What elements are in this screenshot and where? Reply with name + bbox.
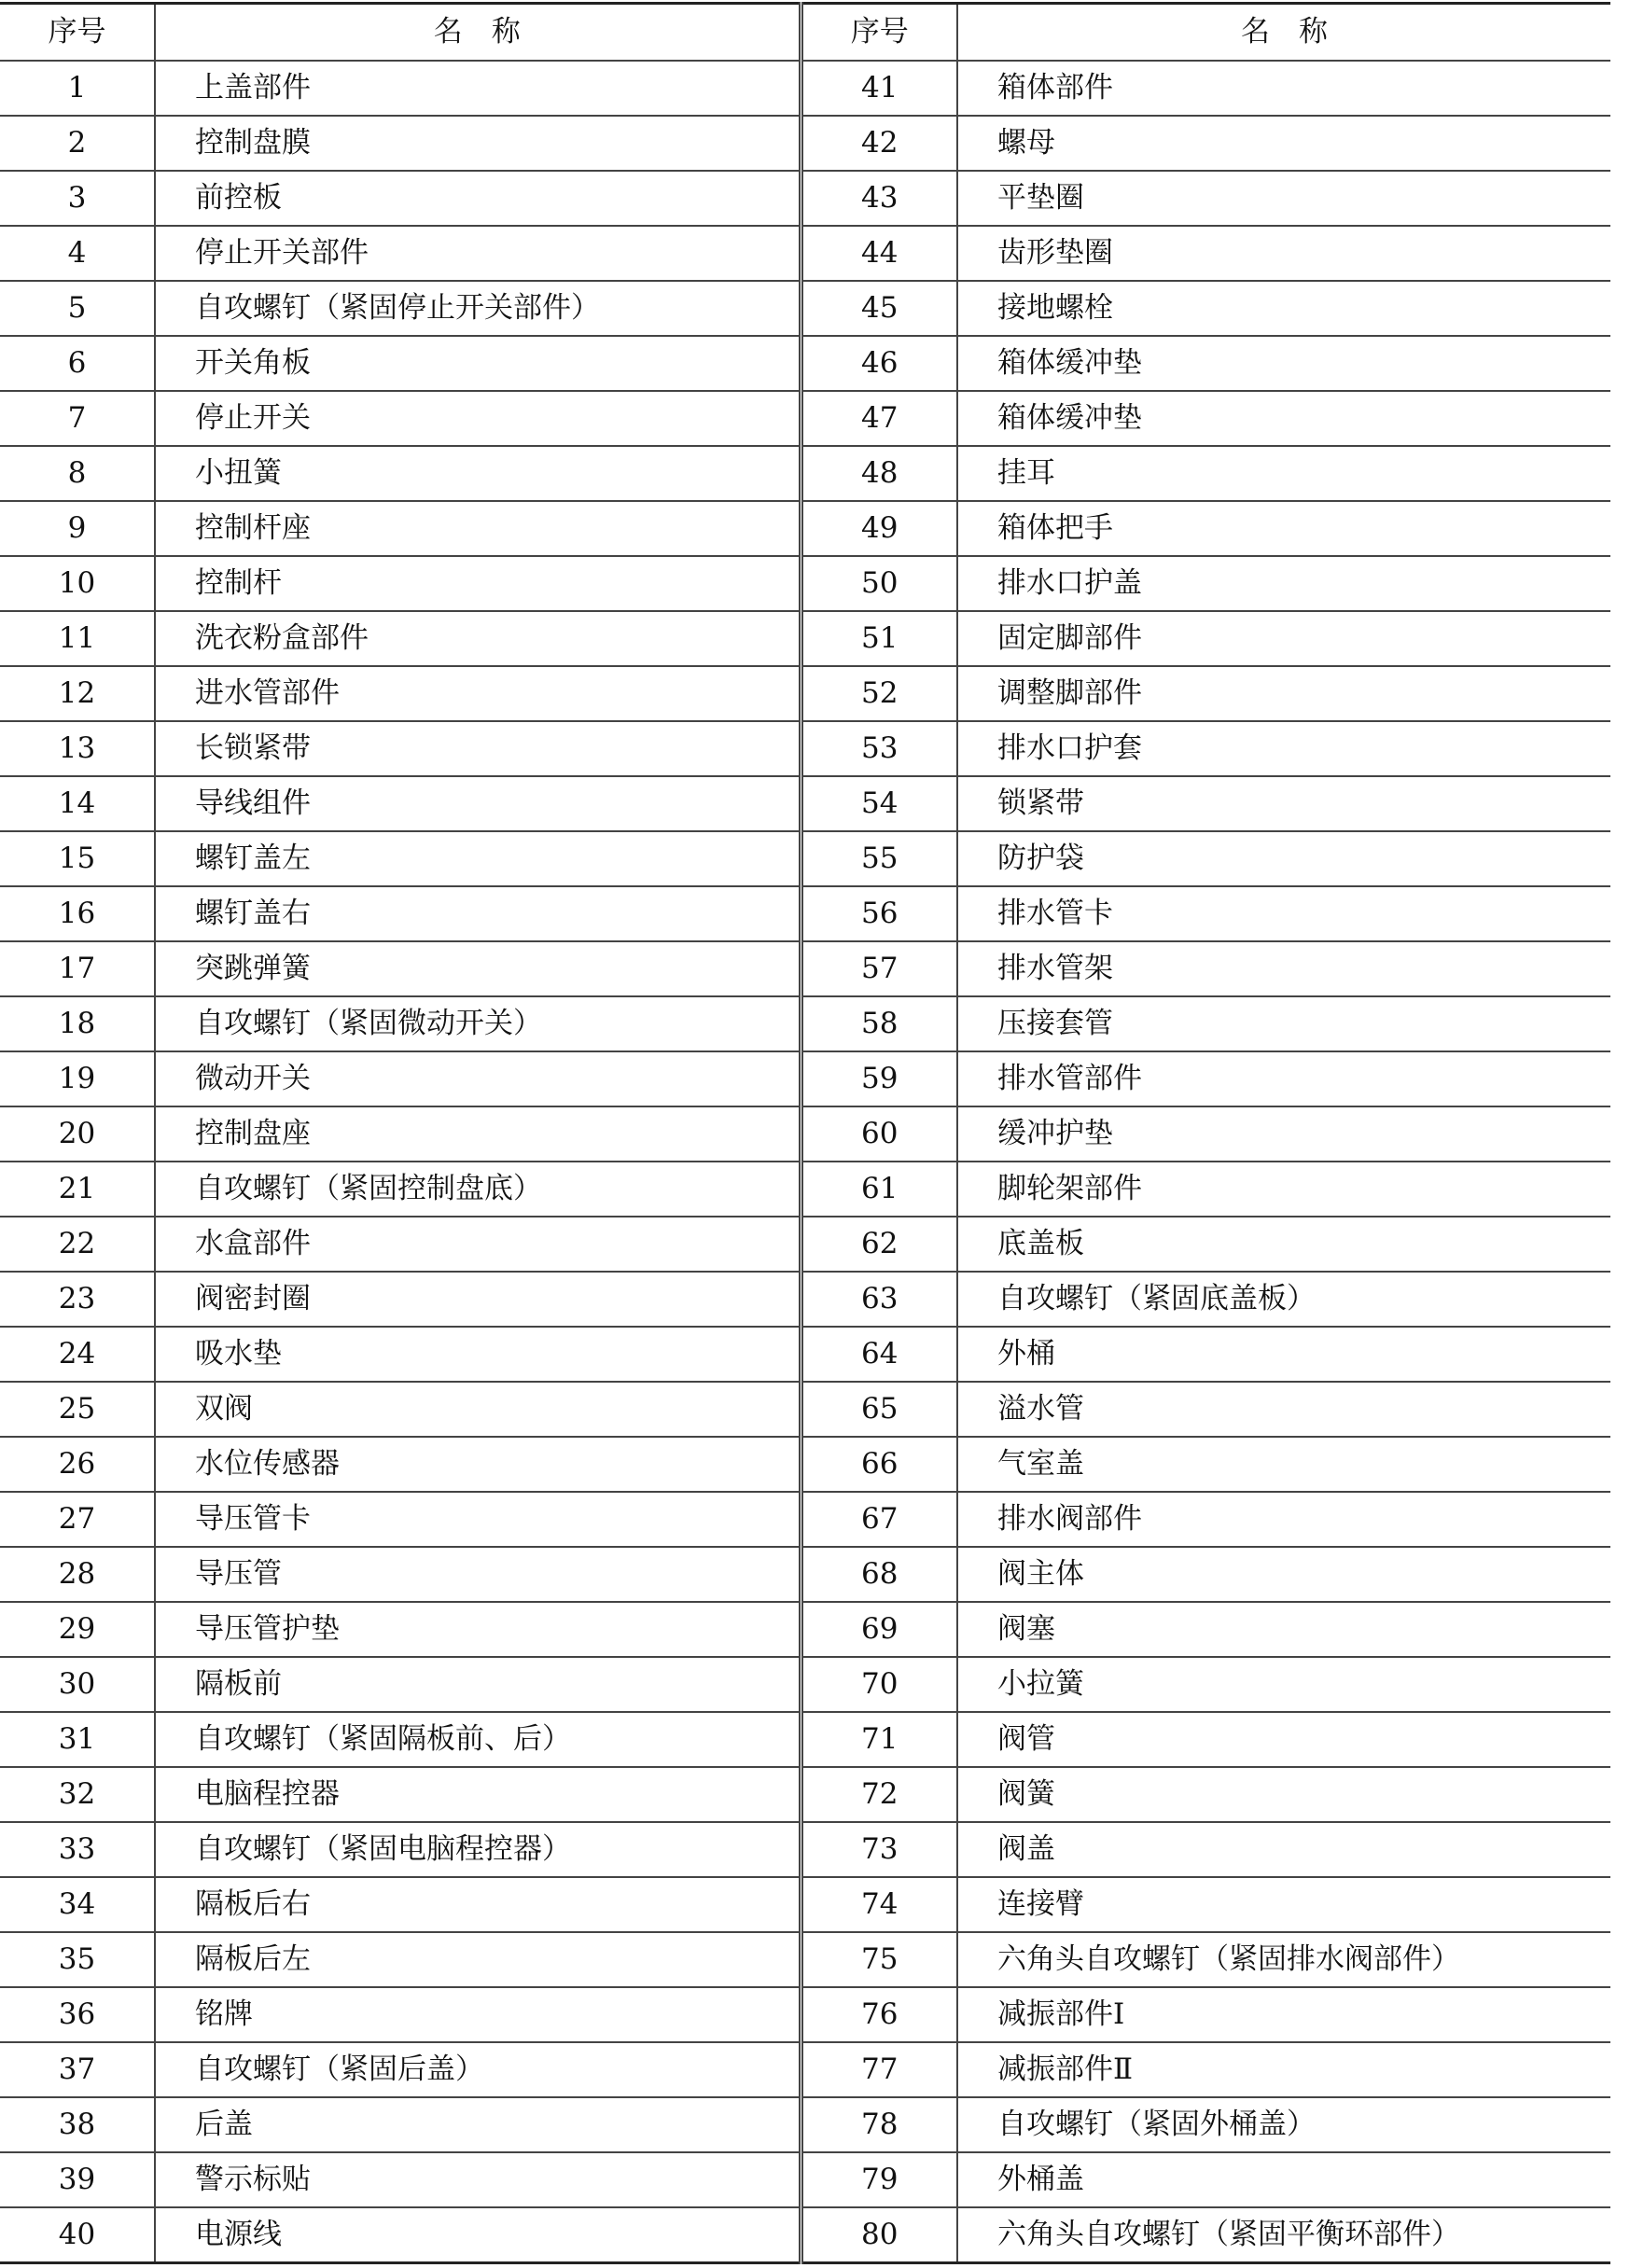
item-name-left: 控制盘座 <box>155 1106 801 1162</box>
item-name-right: 脚轮架部件 <box>957 1162 1610 1217</box>
item-name-left: 隔板前 <box>155 1657 801 1712</box>
item-name-left: 进水管部件 <box>155 666 801 721</box>
item-number-right: 48 <box>801 446 957 501</box>
table-row <box>0 61 1610 116</box>
item-number-left: 16 <box>0 886 155 941</box>
item-name-left: 开关角板 <box>155 336 801 391</box>
table-row <box>0 1877 1610 1932</box>
item-number-left: 3 <box>0 171 155 226</box>
item-number-left: 6 <box>0 336 155 391</box>
table-row <box>0 1051 1610 1106</box>
item-number-left: 18 <box>0 996 155 1051</box>
item-name-right: 固定脚部件 <box>957 611 1610 666</box>
item-number-right: 62 <box>801 1217 957 1272</box>
item-number-left: 30 <box>0 1657 155 1712</box>
item-name-left: 控制杆 <box>155 556 801 611</box>
item-number-left: 1 <box>0 61 155 116</box>
header-name-right: 名 称 <box>957 4 1610 62</box>
item-name-left: 控制盘膜 <box>155 116 801 171</box>
table-row <box>0 336 1610 391</box>
item-name-right: 六角头自攻螺钉（紧固平衡环部件） <box>957 2207 1610 2263</box>
item-number-right: 73 <box>801 1822 957 1877</box>
item-name-left: 停止开关部件 <box>155 226 801 281</box>
item-number-left: 21 <box>0 1162 155 1217</box>
item-name-right: 外桶盖 <box>957 2152 1610 2207</box>
table-row <box>0 1822 1610 1877</box>
item-name-right: 调整脚部件 <box>957 666 1610 721</box>
table-row <box>0 2207 1610 2263</box>
table-row <box>0 446 1610 501</box>
item-number-right: 79 <box>801 2152 957 2207</box>
item-number-right: 76 <box>801 1987 957 2042</box>
item-number-right: 49 <box>801 501 957 556</box>
item-number-left: 33 <box>0 1822 155 1877</box>
table-row <box>0 996 1610 1051</box>
item-number-right: 65 <box>801 1382 957 1437</box>
table-row <box>0 611 1610 666</box>
table-row <box>0 226 1610 281</box>
item-number-right: 71 <box>801 1712 957 1767</box>
table-row <box>0 1932 1610 1987</box>
item-name-left: 前控板 <box>155 171 801 226</box>
item-name-right: 阀塞 <box>957 1602 1610 1657</box>
item-number-right: 77 <box>801 2042 957 2097</box>
item-name-right: 接地螺栓 <box>957 281 1610 336</box>
item-name-left: 导压管护垫 <box>155 1602 801 1657</box>
header-no-left: 序号 <box>0 4 155 62</box>
item-name-left: 水位传感器 <box>155 1437 801 1492</box>
item-name-right: 排水阀部件 <box>957 1492 1610 1547</box>
item-name-right: 自攻螺钉（紧固底盖板） <box>957 1272 1610 1327</box>
item-name-left: 自攻螺钉（紧固隔板前、后） <box>155 1712 801 1767</box>
table-row <box>0 831 1610 886</box>
item-name-right: 缓冲护垫 <box>957 1106 1610 1162</box>
item-name-right: 螺母 <box>957 116 1610 171</box>
table-row <box>0 2152 1610 2207</box>
item-number-right: 59 <box>801 1051 957 1106</box>
item-name-left: 自攻螺钉（紧固后盖） <box>155 2042 801 2097</box>
item-number-right: 57 <box>801 941 957 996</box>
item-name-right: 挂耳 <box>957 446 1610 501</box>
item-number-left: 23 <box>0 1272 155 1327</box>
item-number-left: 13 <box>0 721 155 776</box>
item-name-right: 外桶 <box>957 1327 1610 1382</box>
table-row <box>0 886 1610 941</box>
item-name-right: 锁紧带 <box>957 776 1610 831</box>
item-number-left: 27 <box>0 1492 155 1547</box>
item-name-right: 阀簧 <box>957 1767 1610 1822</box>
header-no-right: 序号 <box>801 4 957 62</box>
item-number-right: 44 <box>801 226 957 281</box>
item-number-left: 31 <box>0 1712 155 1767</box>
item-number-right: 50 <box>801 556 957 611</box>
item-number-left: 14 <box>0 776 155 831</box>
item-name-left: 导压管卡 <box>155 1492 801 1547</box>
item-number-right: 75 <box>801 1932 957 1987</box>
parts-list-table <box>0 2 1610 2264</box>
item-number-left: 39 <box>0 2152 155 2207</box>
item-number-left: 29 <box>0 1602 155 1657</box>
item-name-left: 导线组件 <box>155 776 801 831</box>
item-number-right: 64 <box>801 1327 957 1382</box>
item-name-left: 隔板后左 <box>155 1932 801 1987</box>
item-name-right: 阀主体 <box>957 1547 1610 1602</box>
item-number-left: 2 <box>0 116 155 171</box>
item-name-right: 箱体缓冲垫 <box>957 336 1610 391</box>
table-row <box>0 666 1610 721</box>
table-row <box>0 556 1610 611</box>
item-number-left: 4 <box>0 226 155 281</box>
item-number-right: 80 <box>801 2207 957 2263</box>
item-name-left: 吸水垫 <box>155 1327 801 1382</box>
item-name-left: 自攻螺钉（紧固控制盘底） <box>155 1162 801 1217</box>
item-number-right: 70 <box>801 1657 957 1712</box>
item-name-left: 螺钉盖右 <box>155 886 801 941</box>
item-number-left: 32 <box>0 1767 155 1822</box>
item-name-left: 洗衣粉盒部件 <box>155 611 801 666</box>
item-number-right: 72 <box>801 1767 957 1822</box>
item-name-left: 电源线 <box>155 2207 801 2263</box>
item-name-left: 隔板后右 <box>155 1877 801 1932</box>
item-number-left: 5 <box>0 281 155 336</box>
table-row <box>0 1437 1610 1492</box>
item-number-left: 26 <box>0 1437 155 1492</box>
item-number-right: 60 <box>801 1106 957 1162</box>
item-number-right: 67 <box>801 1492 957 1547</box>
item-number-right: 68 <box>801 1547 957 1602</box>
item-number-right: 78 <box>801 2097 957 2152</box>
item-name-left: 控制杆座 <box>155 501 801 556</box>
item-name-right: 减振部件Ⅰ <box>957 1987 1610 2042</box>
table-row <box>0 171 1610 226</box>
item-name-left: 螺钉盖左 <box>155 831 801 886</box>
item-number-right: 69 <box>801 1602 957 1657</box>
item-number-right: 74 <box>801 1877 957 1932</box>
item-number-left: 20 <box>0 1106 155 1162</box>
item-number-left: 15 <box>0 831 155 886</box>
item-name-left: 微动开关 <box>155 1051 801 1106</box>
table-row <box>0 941 1610 996</box>
table-row <box>0 2097 1610 2152</box>
item-name-right: 压接套管 <box>957 996 1610 1051</box>
item-name-left: 上盖部件 <box>155 61 801 116</box>
table-row <box>0 2042 1610 2097</box>
item-number-left: 11 <box>0 611 155 666</box>
item-number-left: 40 <box>0 2207 155 2263</box>
item-number-right: 56 <box>801 886 957 941</box>
item-name-left: 后盖 <box>155 2097 801 2152</box>
item-name-left: 自攻螺钉（紧固停止开关部件） <box>155 281 801 336</box>
item-name-right: 阀盖 <box>957 1822 1610 1877</box>
table-row <box>0 391 1610 446</box>
item-number-left: 22 <box>0 1217 155 1272</box>
table-row <box>0 1602 1610 1657</box>
table-row <box>0 501 1610 556</box>
table-row <box>0 1272 1610 1327</box>
table-row <box>0 1162 1610 1217</box>
item-number-right: 58 <box>801 996 957 1051</box>
item-name-right: 小拉簧 <box>957 1657 1610 1712</box>
table-row <box>0 1547 1610 1602</box>
item-number-right: 61 <box>801 1162 957 1217</box>
table-row <box>0 1217 1610 1272</box>
item-name-right: 阀管 <box>957 1712 1610 1767</box>
item-name-left: 导压管 <box>155 1547 801 1602</box>
item-name-right: 排水管架 <box>957 941 1610 996</box>
item-number-right: 41 <box>801 61 957 116</box>
table-row <box>0 1657 1610 1712</box>
item-name-right: 连接臂 <box>957 1877 1610 1932</box>
table-row <box>0 1987 1610 2042</box>
table-row <box>0 1106 1610 1162</box>
item-number-right: 55 <box>801 831 957 886</box>
item-name-right: 排水管部件 <box>957 1051 1610 1106</box>
item-number-right: 51 <box>801 611 957 666</box>
item-number-right: 46 <box>801 336 957 391</box>
item-number-right: 42 <box>801 116 957 171</box>
item-number-left: 12 <box>0 666 155 721</box>
table-row <box>0 1382 1610 1437</box>
item-number-left: 10 <box>0 556 155 611</box>
table-row <box>0 281 1610 336</box>
table-row <box>0 776 1610 831</box>
item-number-left: 38 <box>0 2097 155 2152</box>
item-name-right: 排水口护盖 <box>957 556 1610 611</box>
item-name-left: 铭牌 <box>155 1987 801 2042</box>
item-number-right: 66 <box>801 1437 957 1492</box>
item-number-right: 45 <box>801 281 957 336</box>
item-name-right: 箱体把手 <box>957 501 1610 556</box>
table-row <box>0 721 1610 776</box>
item-number-left: 34 <box>0 1877 155 1932</box>
item-number-right: 52 <box>801 666 957 721</box>
item-number-left: 36 <box>0 1987 155 2042</box>
item-name-right: 气室盖 <box>957 1437 1610 1492</box>
item-name-left: 小扭簧 <box>155 446 801 501</box>
item-number-right: 63 <box>801 1272 957 1327</box>
item-number-left: 9 <box>0 501 155 556</box>
item-number-right: 53 <box>801 721 957 776</box>
item-name-left: 突跳弹簧 <box>155 941 801 996</box>
table-header-row <box>0 4 1610 62</box>
item-name-left: 自攻螺钉（紧固电脑程控器） <box>155 1822 801 1877</box>
item-name-left: 警示标贴 <box>155 2152 801 2207</box>
item-name-right: 箱体缓冲垫 <box>957 391 1610 446</box>
item-number-left: 35 <box>0 1932 155 1987</box>
item-name-right: 防护袋 <box>957 831 1610 886</box>
item-number-right: 43 <box>801 171 957 226</box>
item-name-left: 停止开关 <box>155 391 801 446</box>
item-number-left: 8 <box>0 446 155 501</box>
item-number-left: 37 <box>0 2042 155 2097</box>
item-number-left: 7 <box>0 391 155 446</box>
item-name-right: 自攻螺钉（紧固外桶盖） <box>957 2097 1610 2152</box>
item-name-right: 底盖板 <box>957 1217 1610 1272</box>
item-name-right: 平垫圈 <box>957 171 1610 226</box>
item-name-left: 自攻螺钉（紧固微动开关） <box>155 996 801 1051</box>
table-row <box>0 1767 1610 1822</box>
table-body <box>0 61 1610 2263</box>
item-name-right: 排水管卡 <box>957 886 1610 941</box>
item-number-right: 47 <box>801 391 957 446</box>
header-name-left: 名 称 <box>155 4 801 62</box>
table-row <box>0 1492 1610 1547</box>
item-number-left: 28 <box>0 1547 155 1602</box>
item-name-right: 齿形垫圈 <box>957 226 1610 281</box>
item-name-left: 长锁紧带 <box>155 721 801 776</box>
item-name-right: 减振部件Ⅱ <box>957 2042 1610 2097</box>
item-name-right: 箱体部件 <box>957 61 1610 116</box>
item-number-right: 54 <box>801 776 957 831</box>
item-number-left: 17 <box>0 941 155 996</box>
item-name-left: 双阀 <box>155 1382 801 1437</box>
item-number-left: 25 <box>0 1382 155 1437</box>
item-number-left: 19 <box>0 1051 155 1106</box>
table-row <box>0 1327 1610 1382</box>
item-name-left: 水盒部件 <box>155 1217 801 1272</box>
item-number-left: 24 <box>0 1327 155 1382</box>
item-name-left: 电脑程控器 <box>155 1767 801 1822</box>
item-name-right: 排水口护套 <box>957 721 1610 776</box>
table-row <box>0 116 1610 171</box>
table-row <box>0 1712 1610 1767</box>
item-name-right: 六角头自攻螺钉（紧固排水阀部件） <box>957 1932 1610 1987</box>
item-name-left: 阀密封圈 <box>155 1272 801 1327</box>
item-name-right: 溢水管 <box>957 1382 1610 1437</box>
